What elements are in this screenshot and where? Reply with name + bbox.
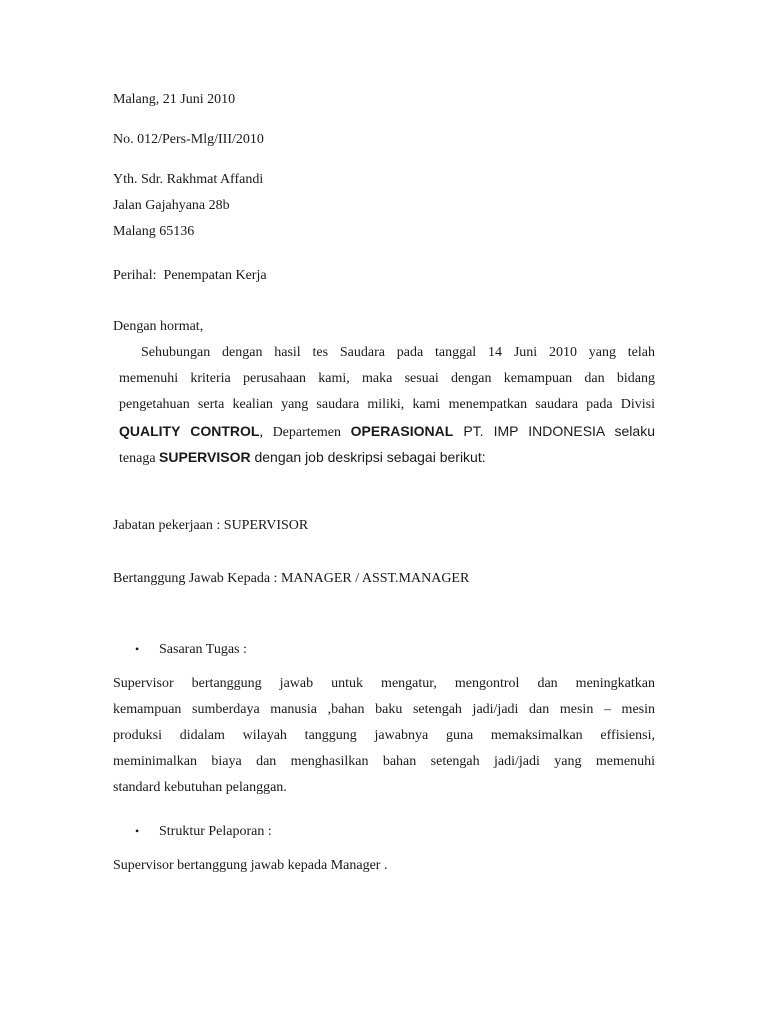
division-name: QUALITY CONTROL <box>119 423 260 439</box>
letter-subject <box>113 267 267 285</box>
body-line-5 <box>119 448 486 468</box>
position-name: SUPERVISOR <box>159 449 251 465</box>
section2-heading: Struktur Pelaporan : <box>159 824 272 839</box>
section1-line-4: meminimalkan biaya dan menghasilkan bahan setengah jadi/jadi yang memenuhi <box>113 754 655 769</box>
letter-number: No. 012/Pers-Mlg/III/2010 <box>113 132 264 147</box>
salutation: Dengan hormat, <box>113 319 204 334</box>
section1-line-5: standard kebutuhan pelanggan. <box>113 780 287 795</box>
body-line-4-mid: , Departemen <box>259 425 351 440</box>
section-heading-sasaran <box>135 640 247 659</box>
body-line-5-start: tenaga <box>119 451 160 466</box>
body-line-4 <box>119 422 655 442</box>
department-name: OPERASIONAL <box>350 423 454 439</box>
body-line-2: memenuhi kriteria perusahaan kami, maka sesuai dengan kemampuan dan bidang <box>119 371 655 386</box>
section-heading-struktur <box>135 822 272 841</box>
bullet-icon: • <box>135 824 140 838</box>
bullet-icon: • <box>135 642 140 656</box>
body-line-3: pengetahuan serta kealian yang saudara miliki, kami menempatkan saudara pada Divisi <box>119 397 655 412</box>
section1-heading: Sasaran Tugas : <box>159 642 247 657</box>
subject-value: Penempatan Kerja <box>163 268 267 283</box>
letter-date: Malang, 21 Juni 2010 <box>113 92 236 107</box>
body-line-1: Sehubungan dengan hasil tes Saudara pada tanggal 14 Juni 2010 yang telah <box>141 345 655 360</box>
body-line-4-end: PT. IMP INDONESIA selaku <box>453 423 655 439</box>
reports-to: Bertanggung Jawab Kepada : MANAGER / ASST.MANAGER <box>113 571 470 586</box>
section1-line-3: produksi didalam wilayah tanggung jawabnya guna memaksimalkan effisiensi, <box>113 728 655 743</box>
section1-line-1: Supervisor bertanggung jawab untuk mengatur, mengontrol dan meningkatkan <box>113 676 655 691</box>
recipient-city: Malang 65136 <box>113 224 195 239</box>
job-title <box>113 517 308 535</box>
subject-label: Perihal: <box>113 268 157 283</box>
section2-line-1: Supervisor bertanggung jawab kepada Manager . <box>113 858 388 873</box>
body-line-5-end: dengan job deskripsi sebagai berikut: <box>250 449 486 465</box>
section1-line-2: kemampuan sumberdaya manusia ,bahan baku setengah jadi/jadi dan mesin – mesin <box>113 702 655 717</box>
recipient-street: Jalan Gajahyana 28b <box>113 198 230 213</box>
recipient-name: Yth. Sdr. Rakhmat Affandi <box>113 172 264 187</box>
job-title-text: Jabatan pekerjaan : SUPERVISOR <box>113 518 309 533</box>
